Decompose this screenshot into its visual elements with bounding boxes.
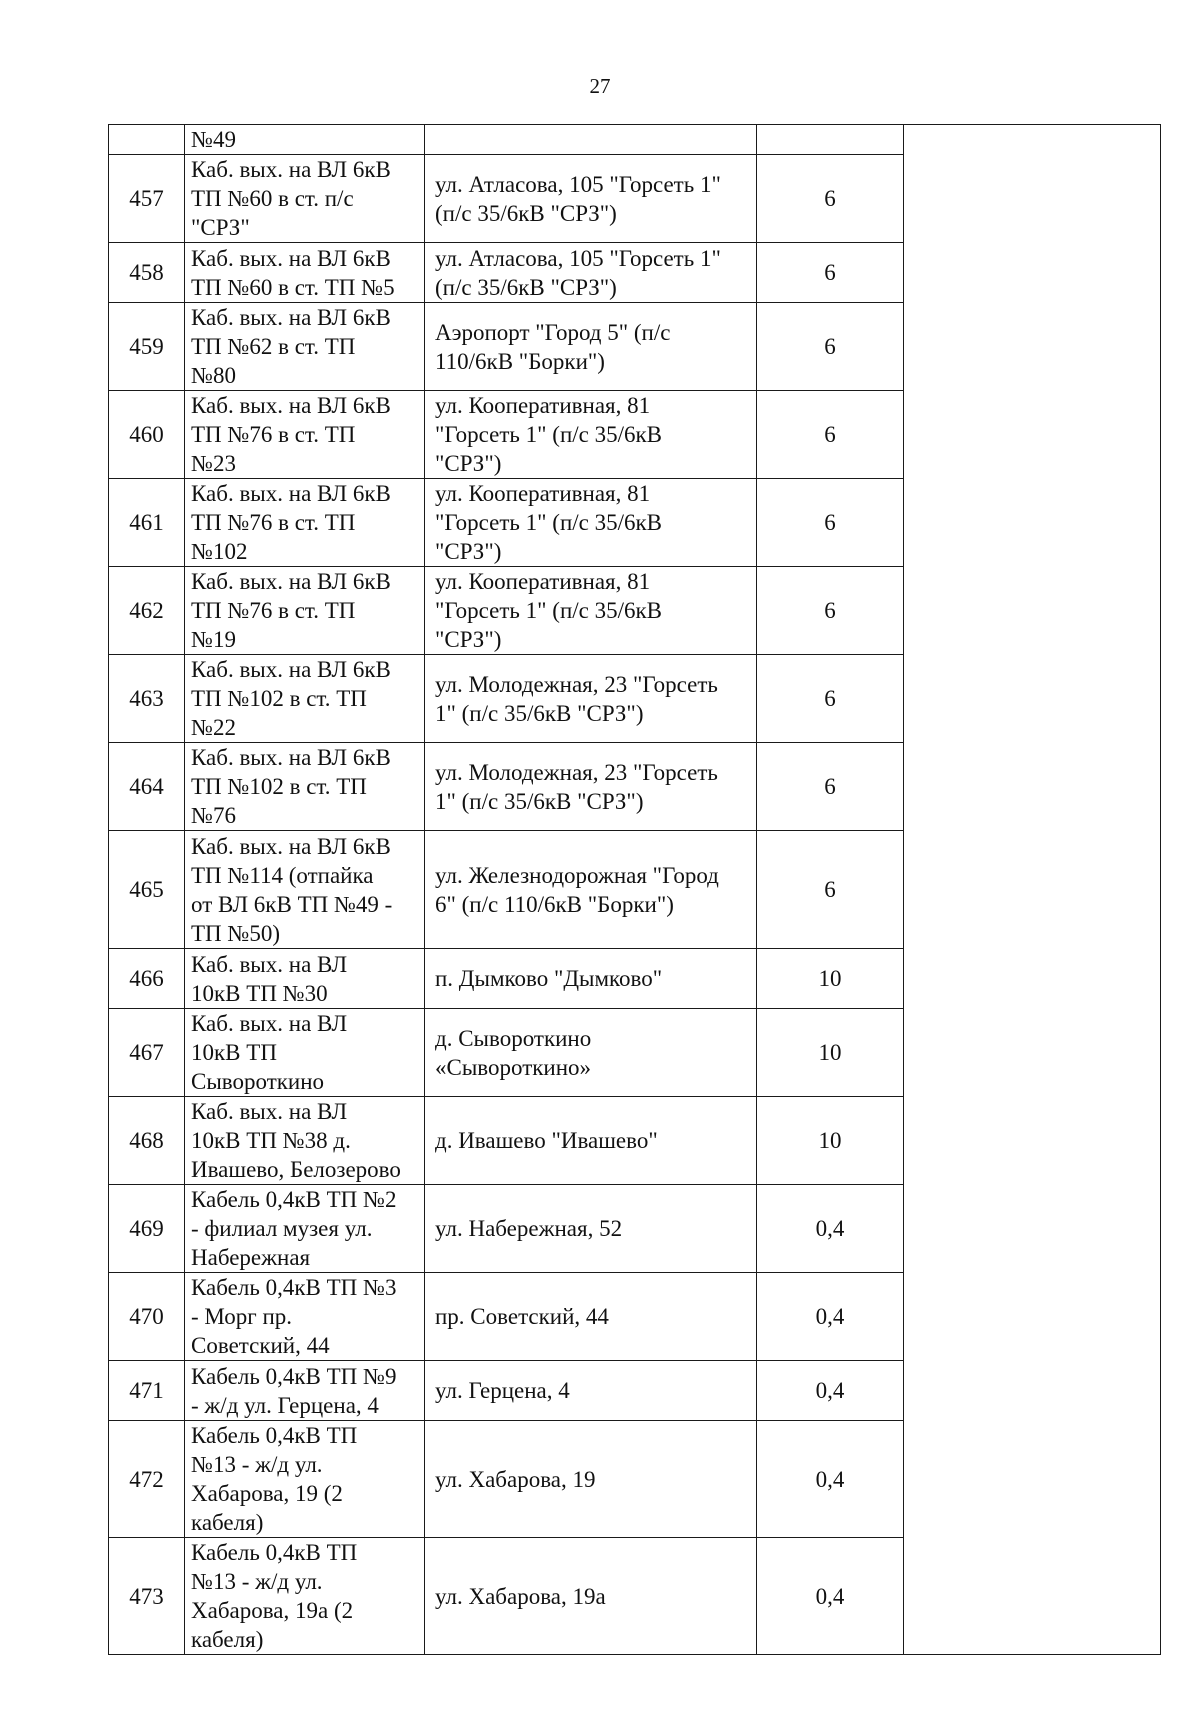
line-address: ул. Набережная, 52 [425, 1185, 757, 1273]
line-address: ул. Хабарова, 19а [425, 1538, 757, 1655]
row-number: 472 [109, 1421, 185, 1538]
row-number: 464 [109, 743, 185, 831]
line-name: Каб. вых. на ВЛ 10кВ ТП №38 д. Ивашево, Белозерово [185, 1097, 425, 1185]
line-voltage [757, 125, 904, 155]
row-number: 471 [109, 1361, 185, 1421]
empty-cell [904, 949, 1161, 1009]
line-voltage: 0,4 [757, 1361, 904, 1421]
line-address: ул. Герцена, 4 [425, 1361, 757, 1421]
empty-cell [904, 391, 1161, 479]
empty-cell [904, 1097, 1161, 1185]
table-row [109, 1273, 1161, 1361]
line-address: ул. Молодежная, 23 "Горсеть 1" (п/с 35/6кВ "СРЗ") [425, 743, 757, 831]
empty-cell [904, 831, 1161, 949]
line-address: ул. Кооперативная, 81 "Горсеть 1" (п/с 35/6кВ "СРЗ") [425, 567, 757, 655]
table-row [109, 1538, 1161, 1655]
row-number: 470 [109, 1273, 185, 1361]
table-row [109, 655, 1161, 743]
table-body [109, 125, 1161, 1655]
table-row [109, 391, 1161, 479]
row-number: 473 [109, 1538, 185, 1655]
empty-cell [904, 1185, 1161, 1273]
table-row [109, 1361, 1161, 1421]
line-address [425, 125, 757, 155]
line-voltage: 0,4 [757, 1421, 904, 1538]
row-number: 459 [109, 303, 185, 391]
empty-cell [904, 1009, 1161, 1097]
line-address: ул. Кооперативная, 81 "Горсеть 1" (п/с 35/6кВ "СРЗ") [425, 479, 757, 567]
empty-cell [904, 155, 1161, 243]
line-name: №49 [185, 125, 425, 155]
line-voltage: 0,4 [757, 1273, 904, 1361]
cable-lines-table [108, 124, 1161, 1655]
line-voltage: 6 [757, 743, 904, 831]
table-row [109, 567, 1161, 655]
line-name: Кабель 0,4кВ ТП №3 - Морг пр. Советский, 44 [185, 1273, 425, 1361]
row-number [109, 125, 185, 155]
table-row [109, 243, 1161, 303]
line-voltage: 6 [757, 567, 904, 655]
line-address: пр. Советский, 44 [425, 1273, 757, 1361]
empty-cell [904, 1273, 1161, 1361]
table-row [109, 155, 1161, 243]
page-number: 27 [589, 74, 611, 98]
line-voltage: 6 [757, 655, 904, 743]
row-number: 469 [109, 1185, 185, 1273]
empty-cell [904, 743, 1161, 831]
empty-cell [904, 125, 1161, 155]
line-voltage: 6 [757, 831, 904, 949]
empty-cell [904, 1361, 1161, 1421]
row-number: 460 [109, 391, 185, 479]
line-name: Кабель 0,4кВ ТП №9 - ж/д ул. Герцена, 4 [185, 1361, 425, 1421]
table-row [109, 1097, 1161, 1185]
line-voltage: 10 [757, 1097, 904, 1185]
line-name: Каб. вых. на ВЛ 10кВ ТП Сывороткино [185, 1009, 425, 1097]
row-number: 458 [109, 243, 185, 303]
table-row [109, 949, 1161, 1009]
row-number: 462 [109, 567, 185, 655]
row-number: 466 [109, 949, 185, 1009]
line-name: Каб. вых. на ВЛ 6кВ ТП №102 в ст. ТП №22 [185, 655, 425, 743]
line-name: Каб. вых. на ВЛ 6кВ ТП №114 (отпайка от ВЛ 6кВ ТП №49 - ТП №50) [185, 831, 425, 949]
line-name: Каб. вых. на ВЛ 10кВ ТП №30 [185, 949, 425, 1009]
empty-cell [904, 303, 1161, 391]
line-address: ул. Хабарова, 19 [425, 1421, 757, 1538]
row-number: 457 [109, 155, 185, 243]
line-address: д. Сывороткино «Сывороткино» [425, 1009, 757, 1097]
line-name: Каб. вых. на ВЛ 6кВ ТП №62 в ст. ТП №80 [185, 303, 425, 391]
empty-cell [904, 479, 1161, 567]
line-voltage: 6 [757, 391, 904, 479]
line-address: ул. Кооперативная, 81 "Горсеть 1" (п/с 35/6кВ "СРЗ") [425, 391, 757, 479]
row-number: 467 [109, 1009, 185, 1097]
line-name: Каб. вых. на ВЛ 6кВ ТП №102 в ст. ТП №76 [185, 743, 425, 831]
empty-cell [904, 1421, 1161, 1538]
line-name: Кабель 0,4кВ ТП №13 - ж/д ул. Хабарова, 19а (2 кабеля) [185, 1538, 425, 1655]
table-row [109, 1421, 1161, 1538]
empty-cell [904, 1538, 1161, 1655]
line-address: ул. Атласова, 105 "Горсеть 1" (п/с 35/6кВ "СРЗ") [425, 243, 757, 303]
line-name: Кабель 0,4кВ ТП №2 - филиал музея ул. Набережная [185, 1185, 425, 1273]
empty-cell [904, 655, 1161, 743]
row-number: 463 [109, 655, 185, 743]
line-name: Каб. вых. на ВЛ 6кВ ТП №76 в ст. ТП №102 [185, 479, 425, 567]
line-address: Аэропорт "Город 5" (п/с 110/6кВ "Борки") [425, 303, 757, 391]
table-row [109, 1009, 1161, 1097]
line-name: Каб. вых. на ВЛ 6кВ ТП №76 в ст. ТП №23 [185, 391, 425, 479]
row-number: 465 [109, 831, 185, 949]
line-voltage: 10 [757, 1009, 904, 1097]
empty-cell [904, 243, 1161, 303]
line-voltage: 6 [757, 155, 904, 243]
line-address: д. Ивашево "Ивашево" [425, 1097, 757, 1185]
line-voltage: 6 [757, 243, 904, 303]
line-name: Каб. вых. на ВЛ 6кВ ТП №60 в ст. п/с "СРЗ" [185, 155, 425, 243]
line-voltage: 0,4 [757, 1538, 904, 1655]
line-voltage: 0,4 [757, 1185, 904, 1273]
row-number: 468 [109, 1097, 185, 1185]
table-row [109, 1185, 1161, 1273]
line-address: ул. Молодежная, 23 "Горсеть 1" (п/с 35/6кВ "СРЗ") [425, 655, 757, 743]
line-voltage: 6 [757, 479, 904, 567]
line-name: Каб. вых. на ВЛ 6кВ ТП №76 в ст. ТП №19 [185, 567, 425, 655]
line-name: Каб. вых. на ВЛ 6кВ ТП №60 в ст. ТП №5 [185, 243, 425, 303]
line-address: п. Дымково "Дымково" [425, 949, 757, 1009]
table-row [109, 303, 1161, 391]
line-address: ул. Железнодорожная "Город 6" (п/с 110/6кВ "Борки") [425, 831, 757, 949]
line-voltage: 6 [757, 303, 904, 391]
row-number: 461 [109, 479, 185, 567]
table-row [109, 743, 1161, 831]
table-row [109, 125, 1161, 155]
empty-cell [904, 567, 1161, 655]
line-address: ул. Атласова, 105 "Горсеть 1" (п/с 35/6кВ "СРЗ") [425, 155, 757, 243]
line-voltage: 10 [757, 949, 904, 1009]
line-name: Кабель 0,4кВ ТП №13 - ж/д ул. Хабарова, 19 (2 кабеля) [185, 1421, 425, 1538]
table-row [109, 831, 1161, 949]
table-row [109, 479, 1161, 567]
